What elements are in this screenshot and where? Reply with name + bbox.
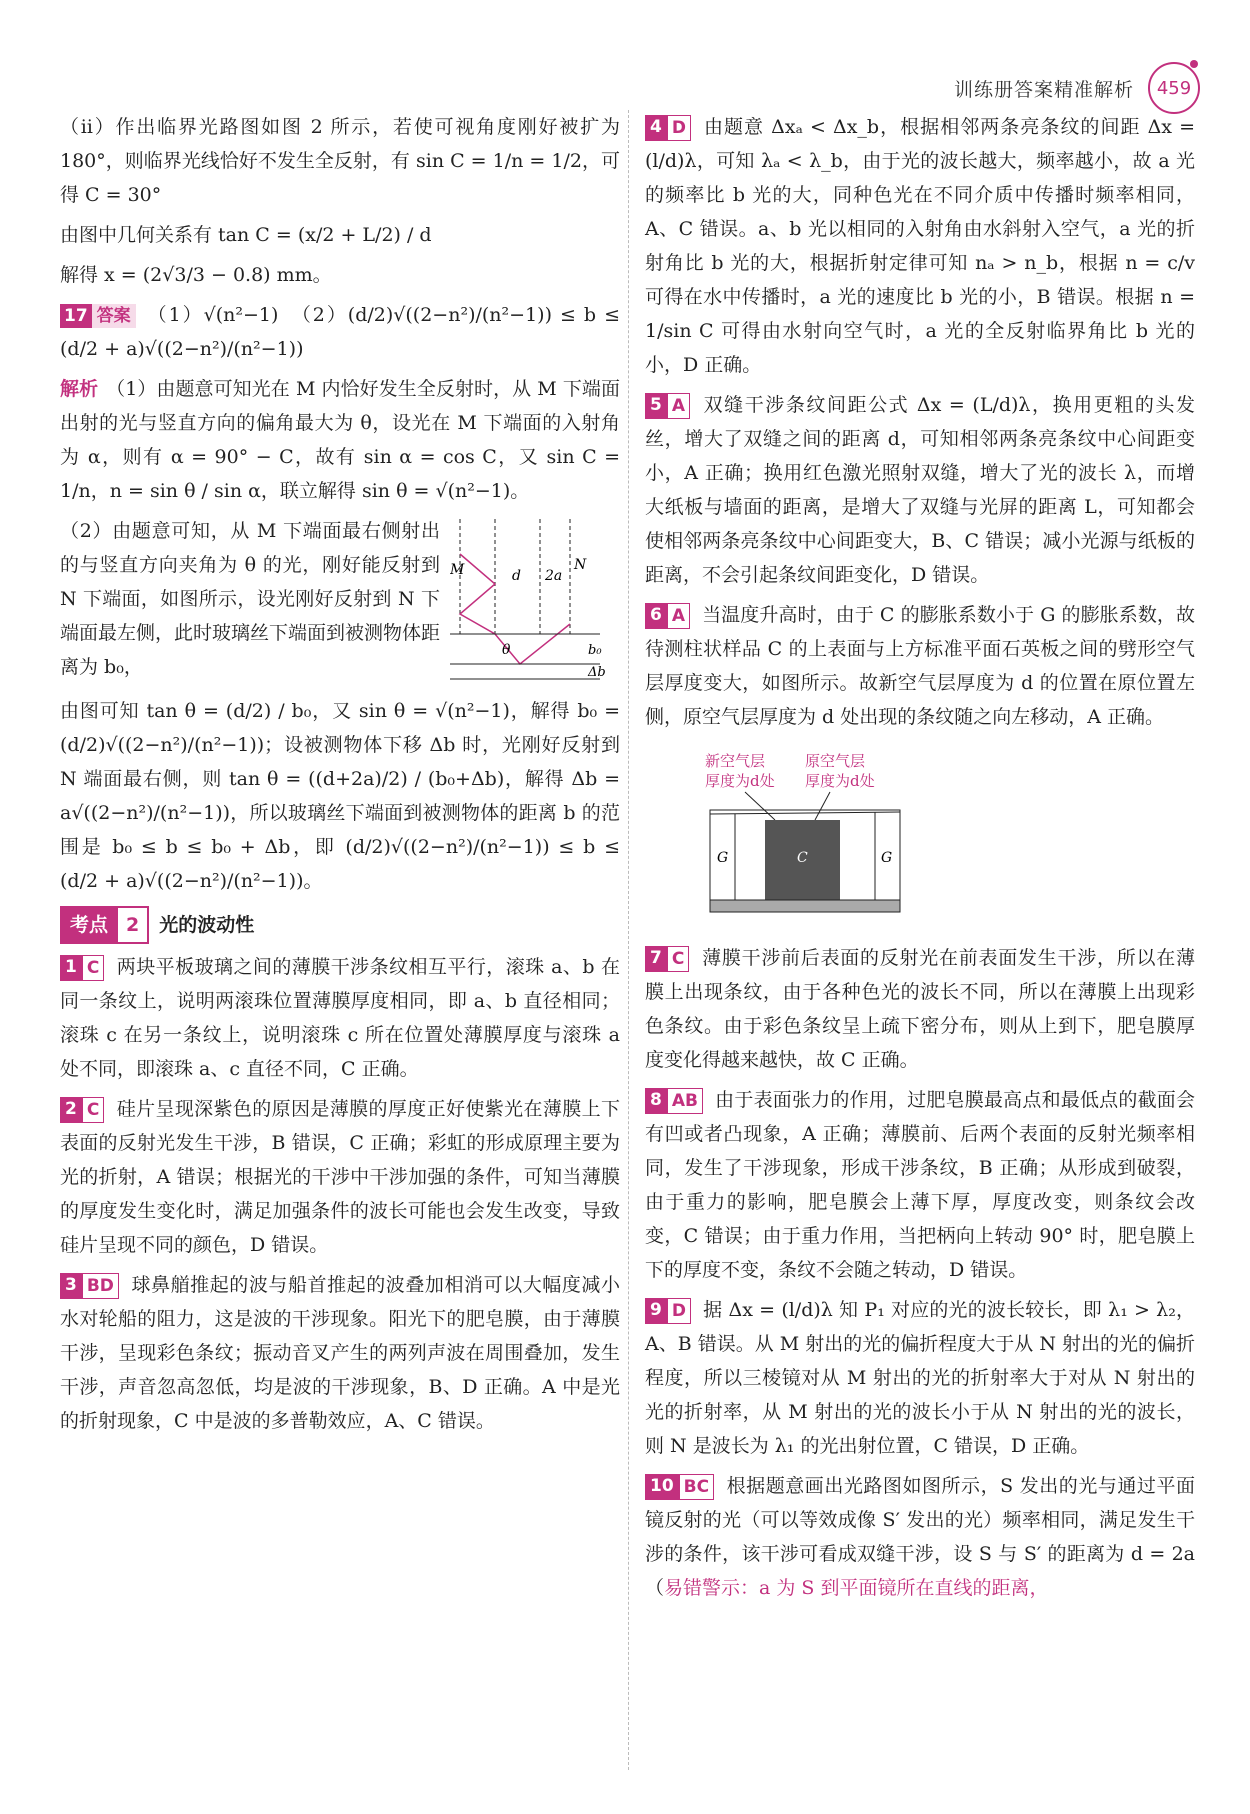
pointer-new (745, 792, 775, 820)
item-answer: C (82, 1097, 104, 1123)
item-1 (60, 950, 620, 1086)
item-badge (60, 955, 104, 981)
item-badge (645, 603, 690, 629)
label-N: N (574, 557, 587, 573)
item-answer: A (667, 393, 690, 419)
section-tag: 考点 (60, 906, 118, 944)
column-divider (628, 110, 629, 1770)
section-header (60, 906, 620, 944)
item-number: 8 (645, 1088, 667, 1114)
item-answer: C (82, 955, 104, 981)
answer-label: 答案 (92, 304, 136, 328)
error-warning-note: 易错警示：a 为 S 到平面镜所在直线的距离， (664, 1577, 1049, 1599)
item-6 (645, 598, 1195, 734)
item-badge (645, 115, 691, 141)
item-number: 9 (645, 1298, 667, 1324)
base-plate (710, 900, 900, 912)
question-17-answer-text: （1）√(n²−1) （2）(d/2)√((2−n²)/(n²−1)) ≤ b ≤ (d/2 + a)√((2−n²)/(n²−1)) (60, 304, 620, 360)
item-number: 3 (60, 1273, 82, 1299)
analysis-part-2-derivation: 由图可知 tan θ = (d/2) / b₀，又 sin θ = √(n²−1)，解得 b₀ = (d/2)√((2−n²)/(n²−1))；设被测物体下移 Δb 时，光刚好反射到 N 端面最右侧，则 tan θ = ((d+2a)/2) / (b₀+Δb)，解得 Δb = a√((2−n²)/(n²−1))，所以玻璃丝下端面到被测物体的距离 b 的范围是 b₀ ≤ b ≤ b₀ + Δb，即 (d/2)√((2−n²)/(n²−1)) ≤ b ≤ (d/2 + a)√((2−n²)/(n²−1))。 (60, 700, 620, 892)
item-text: 由于表面张力的作用，过肥皂膜最高点和最低点的截面会有凹或者凸现象，A 正确；薄膜前、后两个表面的反射光频率相同，发生了干涉现象，形成干涉条纹，B 正确；从形成到破裂，由于重力的影响，肥皂膜会上薄下厚，厚度改变，则条纹会改变，C 错误；由于重力作用，当把柄向上转动 90° 时，肥皂膜上下的厚度不变，条纹不会随之转动，D 错误。 (645, 1089, 1195, 1281)
header-title: 训练册答案精准解析 (953, 78, 1134, 101)
label-b0: b₀ (588, 643, 602, 658)
section-title: 光的波动性 (159, 914, 255, 936)
page-number: 459 (1148, 62, 1200, 114)
item-7 (645, 941, 1195, 1077)
item-5 (645, 388, 1195, 592)
optical-fiber-diagram (450, 514, 620, 694)
label-C: C (797, 850, 808, 866)
paragraph-critical-path: （ⅱ）作出临界光路图如图 2 所示，若使可视角度刚好被扩为 180°，则临界光线恰好不发生全反射，有 sin C = 1/n = 1/2，可得 C = 30° (60, 116, 620, 206)
item-3 (60, 1268, 620, 1438)
right-column (645, 110, 1195, 1611)
item-badge (60, 1273, 119, 1299)
item-badge (645, 393, 690, 419)
label-M: M (450, 562, 465, 578)
item-answer: D (667, 115, 691, 141)
left-column (60, 110, 620, 1444)
item-4 (645, 110, 1195, 382)
item-text: 根据题意画出光路图如图所示，S 发出的光与通过平面镜反射的光（可以等效成像 S′ 发出的光）频率相同，满足发生干涉的条件，该干涉可看成双缝干涉，设 S 与 S′ 的距离为 d = 2a（ (645, 1475, 1195, 1599)
item-2 (60, 1092, 620, 1262)
item-text: 据 Δx = (l/d)λ 知 P₁ 对应的光的波长较长，即 λ₁ > λ₂，A、B 错误。从 M 射出的光的偏折程度大于从 N 射出的光的偏折程度，所以三棱镜对从 M 射出的光的折射率大于对从 N 射出的光的折射率，从 M 射出的光的波长小于从 N 射出的光的波长，则 N 是波长为 λ₁ 的光出射位置，C 错误，D 正确。 (645, 1299, 1195, 1457)
item-number: 1 (60, 955, 82, 981)
item-answer: AB (667, 1088, 703, 1114)
paragraph-solve-x: 解得 x = (2√3/3 − 0.8) mm。 (60, 264, 332, 286)
item-10 (645, 1469, 1195, 1605)
analysis-label: 解析 (60, 378, 99, 400)
label-d: d (512, 568, 521, 584)
question-17-tag (60, 304, 136, 328)
label-theta: θ (502, 642, 511, 658)
analysis-part-1-text: （1）由题意可知光在 M 内恰好发生全反射时，从 M 下端面出射的光与竖直方向的偏角最大为 θ，设光在 M 下端面的入射角为 α，则有 α = 90° − C，故有 sin α = cos C，又 sin C = 1/n，n = sin θ / sin α，联立解得 sin θ = √(n²−1)。 (60, 378, 620, 502)
item-number: 7 (645, 946, 667, 972)
label-new-air-layer-2: 厚度为d处 (705, 772, 775, 790)
item-text: 球鼻艏推起的波与船首推起的波叠加相消可以大幅度减小水对轮船的阻力，这是波的干涉现象。阳光下的肥皂膜，由于薄膜干涉，呈现彩色条纹；振动音叉产生的两列声波在周围叠加，发生干涉，声音忽高忽低，均是波的干涉现象，B、D 正确。A 中是光的折射现象，C 中是波的多普勒效应，A、C 错误。 (60, 1274, 620, 1432)
question-17-answer (60, 298, 620, 366)
air-layer-diagram (705, 750, 905, 920)
item-text: 双缝干涉条纹间距公式 Δx = (L/d)λ，换用更粗的头发丝，增大了双缝之间的距离 d，可知相邻两条亮条纹中心间距变小，A 正确；换用红色激光照射双缝，增大了光的波长 λ，而增大纸板与墙面的距离，是增大了双缝与光屏的距离 L，可知都会使相邻两条亮条纹中心间距变大，B、C 错误；减小光源与纸板的距离，不会引起条纹间距变化，D 错误。 (645, 394, 1195, 586)
item-text: 硅片呈现深紫色的原因是薄膜的厚度正好使紫光在薄膜上下表面的反射光发生干涉，B 错误，C 正确；彩虹的形成原理主要为光的折射，A 错误；根据光的干涉中干涉加强的条件，可知当薄膜的厚度发生变化时，满足加强条件的波长可能也会发生改变，导致硅片呈现不同的颜色，D 错误。 (60, 1098, 620, 1256)
pointer-old (815, 792, 830, 820)
label-delta-b: Δb (588, 665, 606, 680)
question-number: 17 (60, 304, 92, 328)
analysis-part-2: （2）由题意可知，从 M 下端面最右侧射出的与竖直方向夹角为 θ 的光，刚好能反射到 N 下端面，如图所示，设光刚好反射到 N 下端面最左侧，此时玻璃丝下端面到被测物体距离为 b₀， (60, 520, 441, 678)
item-number: 10 (645, 1474, 679, 1500)
label-G-right: G (881, 850, 893, 866)
item-text: 两块平板玻璃之间的薄膜干涉条纹相互平行，滚珠 a、b 在同一条纹上，说明两滚珠位置薄膜厚度相同，即 a、b 直径相同；滚珠 c 在另一条纹上，说明滚珠 c 所在位置处薄膜厚度与滚珠 a 处不同，即滚珠 a、c 直径不同，C 正确。 (60, 956, 620, 1080)
item-answer: BC (679, 1474, 714, 1500)
item-badge (645, 1298, 691, 1324)
item-number: 6 (645, 603, 667, 629)
item-answer: C (667, 946, 689, 972)
label-new-air-layer: 新空气层 (705, 752, 766, 770)
item-answer: BD (82, 1273, 119, 1299)
label-old-air-layer: 原空气层 (805, 752, 866, 770)
item-badge (60, 1097, 104, 1123)
label-2a: 2a (545, 568, 563, 584)
item-text: 当温度升高时，由于 C 的膨胀系数小于 G 的膨胀系数，故待测柱状样品 C 的上表面与上方标准平面石英板之间的劈形空气层厚度变大，如图所示。故新空气层厚度为 d 的位置在原位置左侧，原空气层厚度为 d 处出现的条纹随之向左移动，A 正确。 (645, 604, 1195, 728)
quartz-plate-line (710, 812, 900, 814)
item-8 (645, 1083, 1195, 1287)
item-badge (645, 946, 689, 972)
paragraph-tan-relation: 由图中几何关系有 tan C = (x/2 + L/2) / d (60, 224, 432, 246)
item-text: 由题意 Δxₐ < Δx_b，根据相邻两条亮条纹的间距 Δx = (l/d)λ，可知 λₐ < λ_b，由于光的波长越大，频率越小，故 a 光的频率比 b 光的大，同种色光在不同介质中传播时频率相同，A、C 错误。a、b 光以相同的入射角由水斜射入空气，a 光的折射角比 b 光的大，根据折射定律可知 nₐ > n_b，根据 n = c/v 可得在水中传播时，a 光的速度比 b 光的小，B 错误。根据 n = 1/sin C 可得由水射向空气时，a 光的全反射临界角比 b 光的小，D 正确。 (645, 116, 1195, 376)
item-answer: D (667, 1298, 691, 1324)
item-9 (645, 1293, 1195, 1463)
item-answer: A (667, 603, 690, 629)
section-number: 2 (118, 906, 149, 944)
label-old-air-layer-2: 厚度为d处 (805, 772, 875, 790)
item-number: 2 (60, 1097, 82, 1123)
item-badge (645, 1088, 703, 1114)
item-badge (645, 1474, 714, 1500)
analysis-part-1 (60, 372, 620, 508)
item-number: 5 (645, 393, 667, 419)
item-number: 4 (645, 115, 667, 141)
label-G-left: G (717, 850, 729, 866)
page-header (954, 62, 1200, 114)
item-text: 薄膜干涉前后表面的反射光在前表面发生干涉，所以在薄膜上出现条纹，由于各种色光的波长不同，所以在薄膜上出现彩色条纹。由于彩色条纹呈上疏下密分布，则从上到下，肥皂膜厚度变化得越来越快，故 C 正确。 (645, 947, 1195, 1071)
